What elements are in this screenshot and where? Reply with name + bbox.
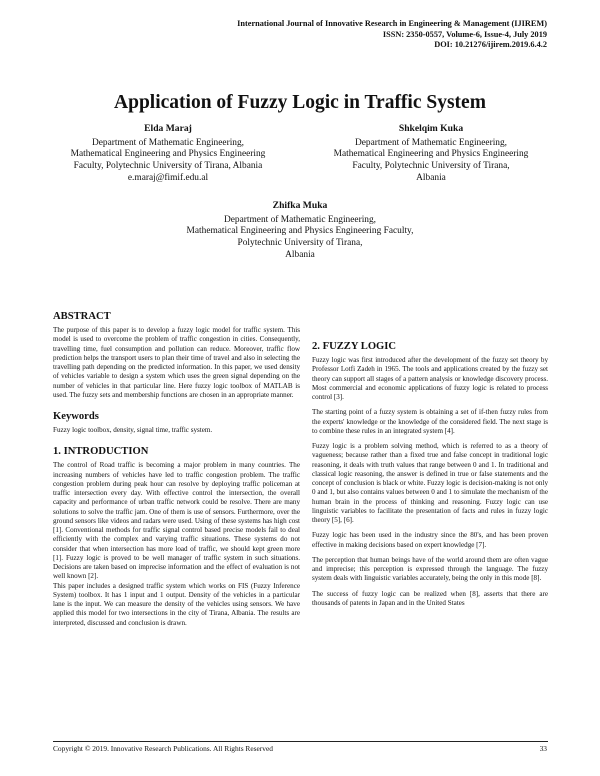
fuzzy-logic-paragraph: The success of fuzzy logic can be realized when [8], asserts that there are thousands of patents in Japan and in the United States <box>312 589 548 607</box>
introduction-heading: 1. INTRODUCTION <box>53 446 149 458</box>
author-affiliation-line: Department of Mathematic Engineering, <box>223 214 377 225</box>
keywords-heading: Keywords <box>53 411 99 422</box>
author-affiliation-line: Polytechnic University of Tirana, <box>237 238 363 249</box>
paper-title: Application of Fuzzy Logic in Traffic System <box>114 92 486 113</box>
author-affiliation-line: Faculty, Polytechnic University of Tirana, <box>352 161 510 172</box>
author-name: Elda Maraj <box>144 123 192 134</box>
author-affiliation-line: Department of Mathematic Engineering, <box>354 137 508 148</box>
author-name: Zhifka Muka <box>272 200 328 211</box>
left-column <box>53 309 300 633</box>
author-affiliation-line: Albania <box>416 172 446 183</box>
fuzzy-logic-heading: 2. FUZZY LOGIC <box>312 341 397 352</box>
author-email: e.maraj@fimif.edu.al <box>127 172 209 183</box>
author-affiliation-line: Mathematical Engineering and Physics Engineering Faculty, <box>186 226 414 237</box>
author-block-2 <box>300 123 562 185</box>
abstract-heading: ABSTRACT <box>53 311 111 322</box>
author-block-1 <box>38 123 298 185</box>
author-affiliation-line: Faculty, Polytechnic University of Tirana, Albania <box>73 161 263 172</box>
journal-issn: ISSN: 2350-0557, Volume-6, Issue-4, July 2019 <box>382 29 547 39</box>
journal-doi: DOI: 10.21276/ijirem.2019.6.4.2 <box>434 40 547 50</box>
right-column <box>312 309 548 614</box>
author-affiliation-line: Mathematical Engineering and Physics Engineering <box>333 149 529 160</box>
keywords-text: Fuzzy logic toolbox, density, signal time, traffic system. <box>53 426 213 434</box>
author-affiliation-line: Department of Mathematic Engineering, <box>91 137 245 148</box>
page-number: 33 <box>539 744 547 753</box>
footer-divider <box>53 741 548 742</box>
journal-header <box>127 19 547 51</box>
author-affiliation-line: Albania <box>285 249 315 260</box>
author-block-3 <box>100 200 500 262</box>
fuzzy-logic-paragraph: The perception that human beings have of the world around them are often vague and imprecise; this perception is expressed through the language. The fuzzy system deals with linguistic variables accurately, being the only in this mode [8]. <box>312 555 548 583</box>
introduction-paragraph: This paper includes a designed traffic system which works on FIS (Fuzzy Inference System) toolbox. It has 1 input and 1 output. Density of the vehicles in a particular lane is the input. We can measure the density of the vehicles using sensors. We have applied this model for two intersections in the city of Tirana, Albania. The results are interpreted, discussed and conclusion is drawn. <box>53 581 300 627</box>
author-name: Shkelqim Kuka <box>398 123 464 134</box>
fuzzy-logic-paragraph: Fuzzy logic is a problem solving method, which is referred to as a theory of vagueness; because rather than a fixed true and false concept in traditional logic reasoning, it deals with truth values that range between 0 and 1. In traditional and classical logic reasoning, the answer is defined in true or false statements and the concept of conclusion is black or white. Fuzzy logic is decision-making is not only 0 and 1, but also contains values between 0 and 1 to simulate the mechanism of the human brain in the process of thinking and reasoning. Fuzzy logic can use linguistic variables to facilitate the presentation of facts and rules in fuzzy logic theory [5], [6]. <box>312 442 548 524</box>
fuzzy-logic-paragraph: Fuzzy logic has been used in the industry since the 80's, and has been proven effective in making decisions based on expert knowledge [7]. <box>312 531 548 549</box>
introduction-paragraph: The control of Road traffic is becoming a major problem in many countries. The increasing numbers of vehicles have led to traffic congestion problem. The traffic congestion problem during peak hour can resolve by deploying traffic policeman at traffic intersection every day. With effective control the intersection, the overall capacity and performance of urban traffic network could be resolve. There are many solutions to solve the traffic jam. One of them is use of sensors. Furthermore, over the ground sensors like videos and radars were used. Using of these systems has high cost [1]. Conventional methods for traffic signal control based precise models fail to deal efficiently with the complex and varying traffic situations. These systems do not consider that when intersection has more load of traffic, we should kept green more [1]. Fuzzy logic is proved to be well manager of traffic system in such situations. Decisions are taken based on imprecise information and the effect of evaluation is not well known [2]. <box>53 461 300 581</box>
fuzzy-logic-paragraph: The starting point of a fuzzy system is obtaining a set of if-then fuzzy rules from the experts' knowledge or the knowledge of the considered field. The next stage is to combine these rules in an integrated system [4]. <box>312 408 548 435</box>
fuzzy-logic-paragraph: Fuzzy logic was first introduced after the development of the fuzzy set theory by Professor Lotfi Zadeh in 1965. The tools and applications created by the fuzzy set theory can support all stages of a pattern analysis or knowledge discovery process. Most commercial and economic applications of fuzzy logic is related to process control [3]. <box>312 356 548 401</box>
abstract-text: The purpose of this paper is to develop a fuzzy logic model for traffic system. This model is used to overcome the problem of traffic congestion in cities. Consequently, travelling time, fuel consumption and pollution can reduce. Moreover, traffic flow prediction helps the transport users to plan their time of travel and also in selecting the travelling path depending on the predicted information. In this paper, we used density of vehicles variable to design a system which uses the green signal depending on the number of vehicles in that particular line. Here fuzzy logic toolbox of MATLAB is used. The fuzzy sets and membership functions are chosen in an appropriate manner. <box>53 326 300 399</box>
journal-name: International Journal of Innovative Research in Engineering & Management (IJIREM) <box>237 19 547 28</box>
author-affiliation-line: Mathematical Engineering and Physics Engineering <box>70 149 266 160</box>
footer-copyright: Copyright © 2019. Innovative Research Publications. All Rights Reserved <box>53 744 273 753</box>
